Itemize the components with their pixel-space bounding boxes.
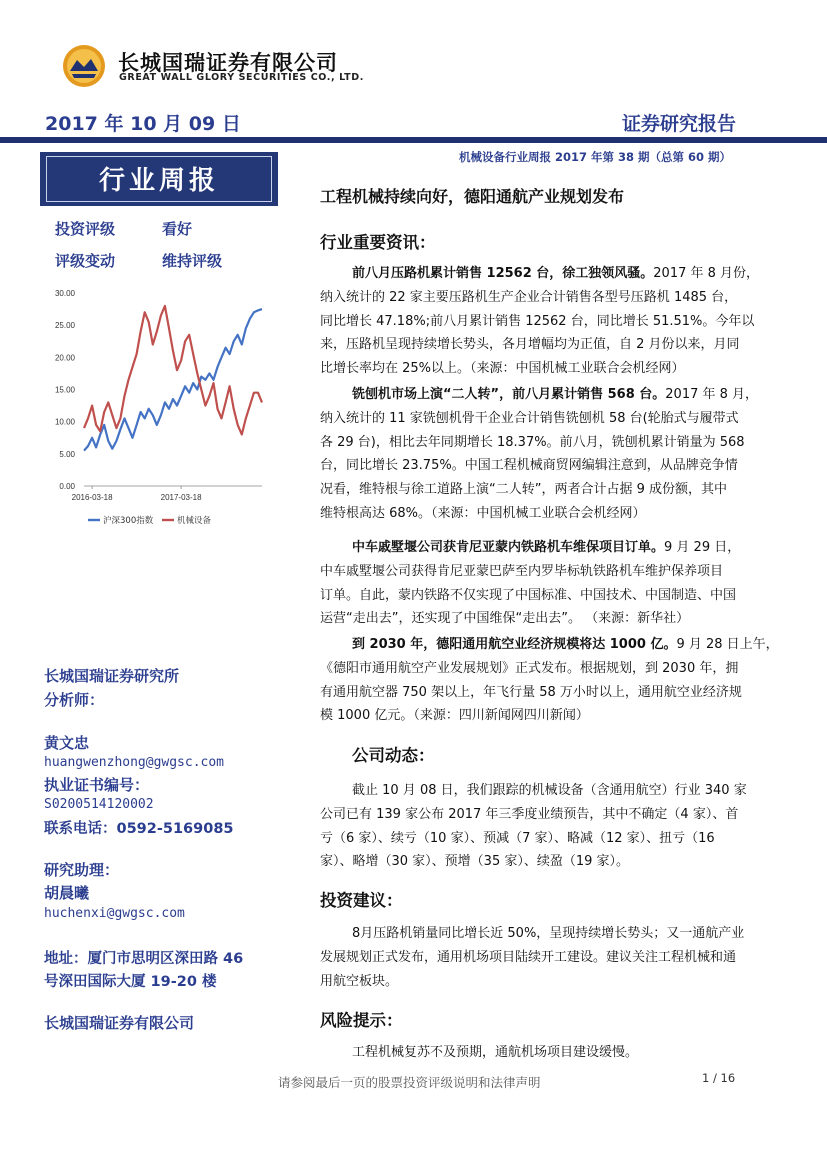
research-institute: 长城国瑞证券研究所 xyxy=(44,667,180,685)
y-tick-label: 25.00 xyxy=(54,321,75,331)
analyst-email[interactable]: huangwenzhong@gwgsc.com xyxy=(44,755,225,770)
rating-value: 看好 xyxy=(162,220,193,238)
news-line: 有通用航空器 750 架以上，年飞行量 58 万小时以上，通用航空业经济规 xyxy=(320,684,742,700)
risk-paragraph: 工程机械复苏不及预期，通航机场项目建设缓慢。 xyxy=(352,1045,639,1060)
news-line: 台，同比增长 23.75%。中国工程机械商贸网编辑注意到，从品牌竞争情 xyxy=(320,458,738,474)
analyst-label: 分析师： xyxy=(44,691,105,709)
address-line-1: 地址：厦门市思明区深田路 46 xyxy=(44,951,244,967)
news-line: 比增长率均在 25%以上。（来源：中国机械工业联合会机经网） xyxy=(320,361,685,377)
index-comparison-chart xyxy=(40,283,275,533)
news-item-roller xyxy=(320,262,759,381)
news-line: 来，压路机呈现持续增长势头，各月增幅均为正值，自 2 月份以来，月同 xyxy=(320,337,740,353)
news-line: 到 2030 年，德阳通用航空业经济规模将达 1000 亿。9 月 28 日上午， xyxy=(352,637,779,652)
rating-change-value: 维持评级 xyxy=(162,252,223,270)
report-headline: 工程机械持续向好，德阳通航产业规划发布 xyxy=(320,187,625,206)
news-line: 铣刨机市场上演“二人转”，前八月累计销售 568 台。2017 年 8 月， xyxy=(352,387,759,402)
legend-label: 机械设备 xyxy=(177,516,212,526)
news-line: 前八月压路机累计销售 12562 台，徐工独领风骚。2017 年 8 月份， xyxy=(352,266,760,281)
advice-line: 发展规划正式发布，通用机场项目陆续开工建设。建议关注工程机械和通 xyxy=(320,949,737,965)
news-item-deyang xyxy=(320,633,779,728)
company-name-cn: 长城国瑞证券有限公司 xyxy=(118,51,338,75)
news-line: 纳入统计的 22 家主要压路机生产企业合计销售各型号压路机 1485 台， xyxy=(320,289,738,305)
series-line-machinery xyxy=(84,306,262,435)
report-series: 机械设备行业周报 2017 年第 38 期（总第 60 期） xyxy=(459,150,732,164)
x-tick-label: 2017-03-18 xyxy=(160,493,202,502)
news-lead: 前八月压路机累计销售 12562 台，徐工独领风骚。 xyxy=(352,266,654,281)
cert-label: 执业证书编号： xyxy=(44,776,150,794)
news-line: 中车戚墅堰公司获肯尼亚蒙内铁路机车维保项目订单。9 月 29 日， xyxy=(352,540,741,555)
news-line: 纳入统计的 11 家铣刨机骨干企业合计销售铣刨机 58 台(轮胎式与履带式 xyxy=(320,410,739,426)
section-risk-warning: 风险提示： xyxy=(320,1011,403,1030)
company-name-bottom: 长城国瑞证券有限公司 xyxy=(44,1014,195,1032)
advice-line: 8月压路机销量同比增长近 50%，呈现持续增长势头；又一通航产业 xyxy=(352,926,745,941)
legend-label: 沪深300指数 xyxy=(103,516,154,526)
y-tick-label: 30.00 xyxy=(54,289,75,298)
y-tick-label: 10.00 xyxy=(54,417,75,427)
y-tick-label: 5.00 xyxy=(59,449,75,459)
header-divider xyxy=(0,137,827,143)
news-line: 各 29 台)，相比去年同期增长 18.37%。前八月，铣刨机累计销量为 568 xyxy=(320,434,745,450)
page-number: 1 / 16 xyxy=(702,1071,736,1085)
news-line: 况看，维特根与徐工道路上演“二人转”，两者合计占据 9 成份额，其中 xyxy=(320,482,728,498)
news-lead: 铣刨机市场上演“二人转”，前八月累计销售 568 台。 xyxy=(352,387,666,402)
company-name-en: GREAT WALL GLORY SECURITIES CO., LTD. xyxy=(119,72,364,83)
news-item-crrc xyxy=(320,536,740,631)
news-line: 运营“走出去”，还实现了中国维保“走出去”。 （来源：新华社） xyxy=(320,611,690,627)
news-line: 模 1000 亿元。（来源：四川新闻网四川新闻） xyxy=(320,708,589,724)
company-line: 家）、略增（30 家）、预增（35 家）、续盈（19 家）。 xyxy=(320,854,630,870)
section-industry-news: 行业重要资讯： xyxy=(320,233,436,252)
news-line: 《德阳市通用航空产业发展规划》正式发布。根据规划，到 2030 年，拥 xyxy=(320,660,739,676)
news-line: 维特根高达 68%。（来源：中国机械工业联合会机经网） xyxy=(320,505,646,521)
news-lead: 中车戚墅堰公司获肯尼亚蒙内铁路机车维保项目订单。 xyxy=(352,540,665,555)
y-tick-label: 15.00 xyxy=(54,385,75,395)
assistant-name: 胡晨曦 xyxy=(44,884,90,902)
analyst-phone: 联系电话：0592-5169085 xyxy=(44,821,234,837)
company-news-paragraph xyxy=(320,779,747,874)
series-line-hs300 xyxy=(84,309,262,451)
advice-paragraph xyxy=(320,922,744,993)
company-logo-icon xyxy=(62,44,106,88)
section-company-news: 公司动态： xyxy=(352,746,435,765)
y-tick-label: 20.00 xyxy=(54,353,75,363)
advice-line: 用航空板块。 xyxy=(320,973,399,989)
company-line: 亏（6 家）、续亏（10 家）、预减（7 家）、略减（12 家）、扭亏（16 xyxy=(320,830,715,846)
y-tick-label: 0.00 xyxy=(59,482,75,491)
news-line: 同比增长 47.18%;前八月累计销售 12562 台，同比增长 51.51%。今年以 xyxy=(320,313,755,329)
cert-number: S0200514120002 xyxy=(44,797,154,812)
news-item-milling xyxy=(320,383,758,526)
footer-disclaimer: 请参阅最后一页的股票投资评级说明和法律声明 xyxy=(278,1075,541,1090)
report-type: 证券研究报告 xyxy=(622,113,737,135)
company-line: 截止 10 月 08 日，我们跟踪的机械设备（含通用航空）行业 340 家 xyxy=(352,783,747,798)
weekly-report-title: 行业周报 xyxy=(98,166,219,196)
section-investment-advice: 投资建议： xyxy=(320,891,403,910)
address-line-2: 号深田国际大厦 19-20 楼 xyxy=(44,974,217,990)
rating-change-label: 评级变动 xyxy=(55,252,116,270)
news-line: 中车戚墅堰公司获得肯尼亚蒙巴萨至内罗毕标轨铁路机车维护保养项目 xyxy=(320,563,724,579)
rating-label: 投资评级 xyxy=(55,220,116,238)
report-date: 2017 年 10 月 09 日 xyxy=(45,113,241,135)
assistant-email[interactable]: huchenxi@gwgsc.com xyxy=(44,906,185,921)
news-lead: 到 2030 年，德阳通用航空业经济规模将达 1000 亿。 xyxy=(352,637,677,652)
news-line: 订单。自此，蒙内铁路不仅实现了中国标准、中国技术、中国制造、中国 xyxy=(320,587,737,603)
assistant-label: 研究助理： xyxy=(44,861,120,879)
company-line: 公司已有 139 家公布 2017 年三季度业绩预告，其中不确定（4 家）、首 xyxy=(320,806,739,822)
analyst-name: 黄文忠 xyxy=(44,734,90,752)
x-tick-label: 2016-03-18 xyxy=(71,493,113,502)
